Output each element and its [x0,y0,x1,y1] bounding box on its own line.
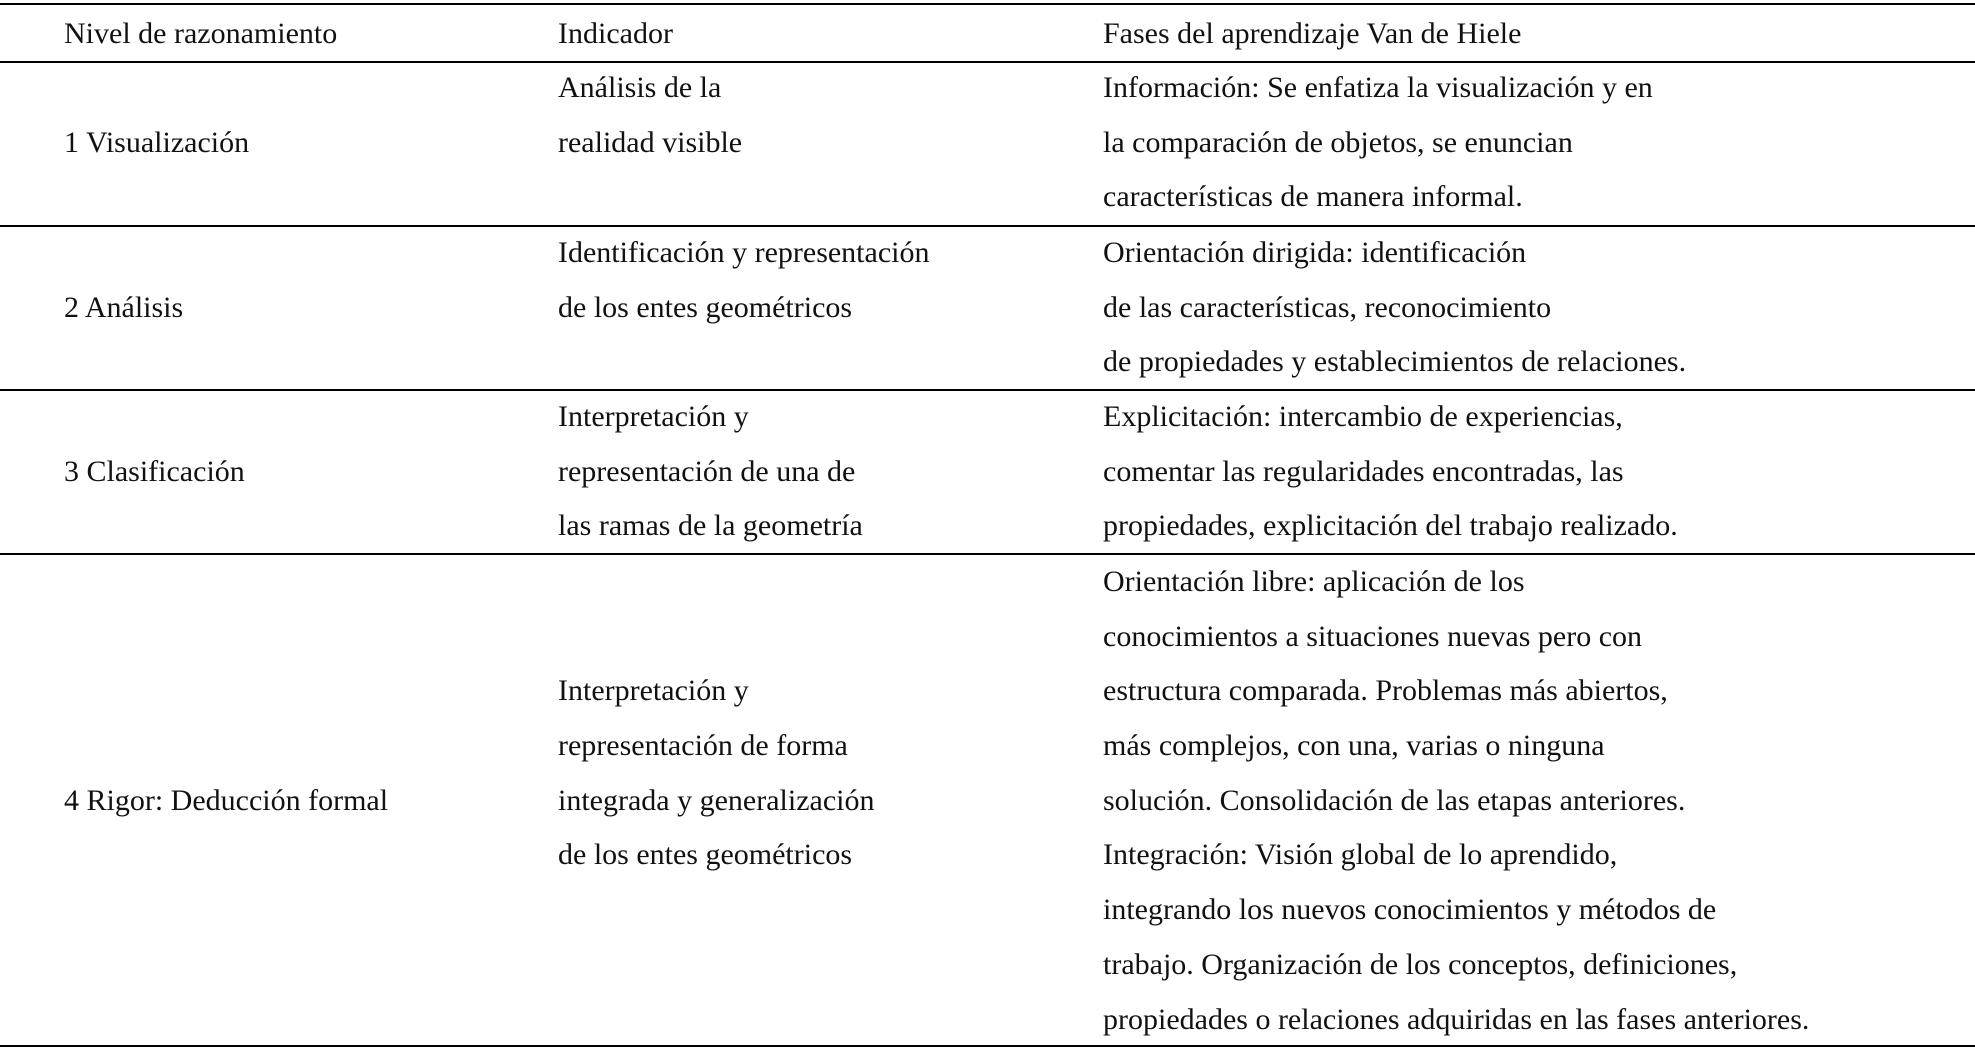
header-indicator: Indicador [558,17,673,50]
indicator-line: realidad visible [558,125,743,159]
phases-line: propiedades, explicitación del trabajo realizado. [1103,509,1678,543]
level-text: 2 Análisis [64,290,184,324]
phases-line: trabajo. Organización de los conceptos, definiciones, [1103,947,1738,981]
level-cell [64,445,245,500]
header-level: Nivel de razonamiento [64,17,338,50]
phases-line: Explicitación: intercambio de experiencias, [1103,400,1623,433]
phases-line: de las características, reconocimiento [1103,290,1552,324]
phases-line: integrando los nuevos conocimientos y métodos de [1103,893,1717,927]
indicator-cell [558,61,742,170]
indicator-line: de los entes geométricos [558,290,853,324]
indicator-line: Interpretación y [558,674,749,708]
table-bottom-rule [0,1045,1975,1047]
phases-cell [1103,61,1653,225]
phases-cell [1103,390,1678,554]
level-text: 1 Visualización [64,125,250,159]
phases-line: la comparación de objetos, se enuncian [1103,125,1573,159]
phases-line: de propiedades y establecimientos de relaciones. [1103,345,1687,379]
indicator-cell [558,226,929,335]
level-cell [64,774,388,829]
phases-line: solución. Consolidación de las etapas anteriores. [1103,783,1686,817]
phases-line: Integración: Visión global de lo aprendido, [1103,838,1618,872]
indicator-line: integrada y generalización [558,783,875,817]
level-text: 3 Clasificación [64,454,245,488]
phases-line: Información: Se enfatiza la visualización y en [1103,71,1653,104]
phases-line: comentar las regularidades encontradas, las [1103,454,1624,488]
indicator-line: Análisis de la [558,71,722,104]
phases-line: más complejos, con una, varias o ninguna [1103,729,1605,763]
level-cell [64,281,183,336]
table-top-rule [0,3,1975,5]
indicator-line: representación de una de [558,454,856,488]
indicator-cell [558,390,863,554]
phases-line: propiedades o relaciones adquiridas en las fases anteriores. [1103,1002,1810,1036]
row-rule [0,389,1975,391]
phases-line: características de manera informal. [1103,180,1523,214]
indicator-line: Interpretación y [558,400,749,433]
phases-line: Orientación libre: aplicación de los [1103,565,1525,598]
indicator-cell [558,664,875,883]
indicator-line: las ramas de la geometría [558,509,863,543]
phases-line: Orientación dirigida: identificación [1103,236,1527,269]
indicator-line: Identificación y representación [558,236,930,269]
header-rule [0,61,1975,63]
phases-line: conocimientos a situaciones nuevas pero con [1103,619,1643,653]
phases-line: estructura comparada. Problemas más abiertos, [1103,674,1668,708]
indicator-line: representación de forma [558,729,848,763]
level-text: 4 Rigor: Deducción formal [64,783,389,817]
level-cell [64,116,249,171]
indicator-line: de los entes geométricos [558,838,853,872]
header-phases: Fases del aprendizaje Van de Hiele [1103,17,1522,50]
phases-cell [1103,555,1809,1047]
phases-cell [1103,226,1686,390]
